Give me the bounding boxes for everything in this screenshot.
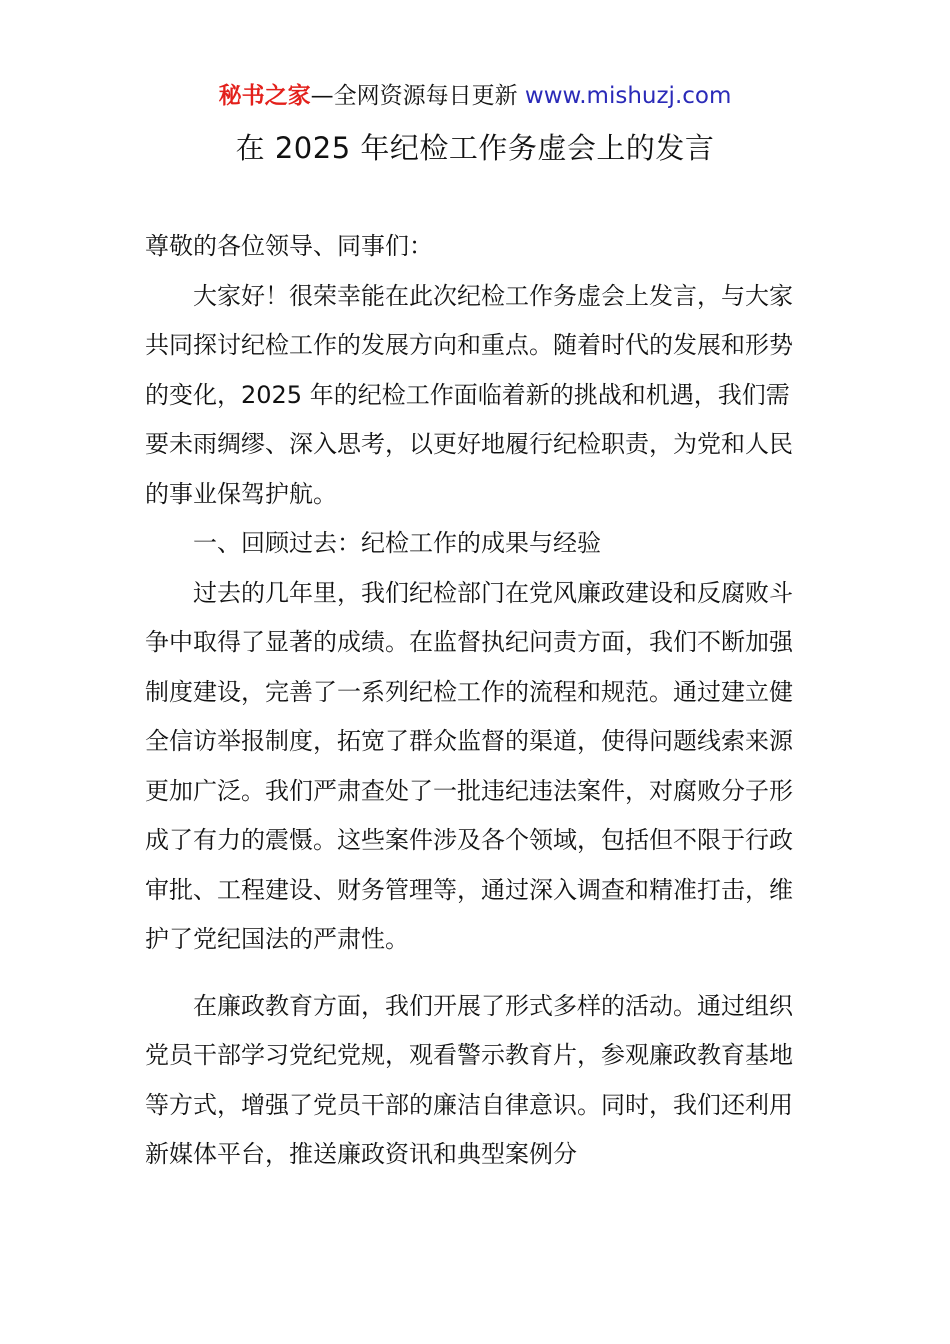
document-title: 在 2025 年纪检工作务虚会上的发言 (235, 131, 715, 165)
paragraph-education: 在廉政教育方面，我们开展了形式多样的活动。通过组织党员干部学习党纪党规，观看警示教育片，参观廉政教育基地等方式，增强了党员干部的廉洁自律意识。同时，我们还利用新媒体平台，推送廉政资讯和典型案例分 (145, 991, 793, 1168)
site-url-link[interactable]: www.mishuzj.com (524, 83, 732, 109)
brand-name: 秘书之家 (218, 83, 311, 109)
site-tagline: —全网资源每日更新 (310, 83, 525, 109)
document-body (145, 222, 810, 1180)
section-heading: 一、回顾过去：纪检工作的成果与经验 (193, 529, 601, 557)
paragraph-intro: 大家好！很荣幸能在此次纪检工作务虚会上发言，与大家共同探讨纪检工作的发展方向和重点。随着时代的发展和形势的变化，2025 年的纪检工作面临着新的挑战和机遇，我们需要未雨绸缪、深入思考，以更好地履行纪检职责，为党和人民的事业保驾护航。 (145, 281, 793, 508)
paragraph-achievements: 过去的几年里，我们纪检部门在党风廉政建设和反腐败斗争中取得了显著的成绩。在监督执纪问责方面，我们不断加强制度建设，完善了一系列纪检工作的流程和规范。通过建立健全信访举报制度，拓宽了群众监督的渠道，使得问题线索来源更加广泛。我们严肃查处了一批违纪违法案件，对腐败分子形成了有力的震慑。这些案件涉及各个领域，包括但不限于行政审批、工程建设、财务管理等，通过深入调查和精准打击，维护了党纪国法的严肃性。 (145, 578, 793, 953)
site-header (0, 80, 950, 112)
salutation: 尊敬的各位领导、同事们： (145, 232, 433, 260)
